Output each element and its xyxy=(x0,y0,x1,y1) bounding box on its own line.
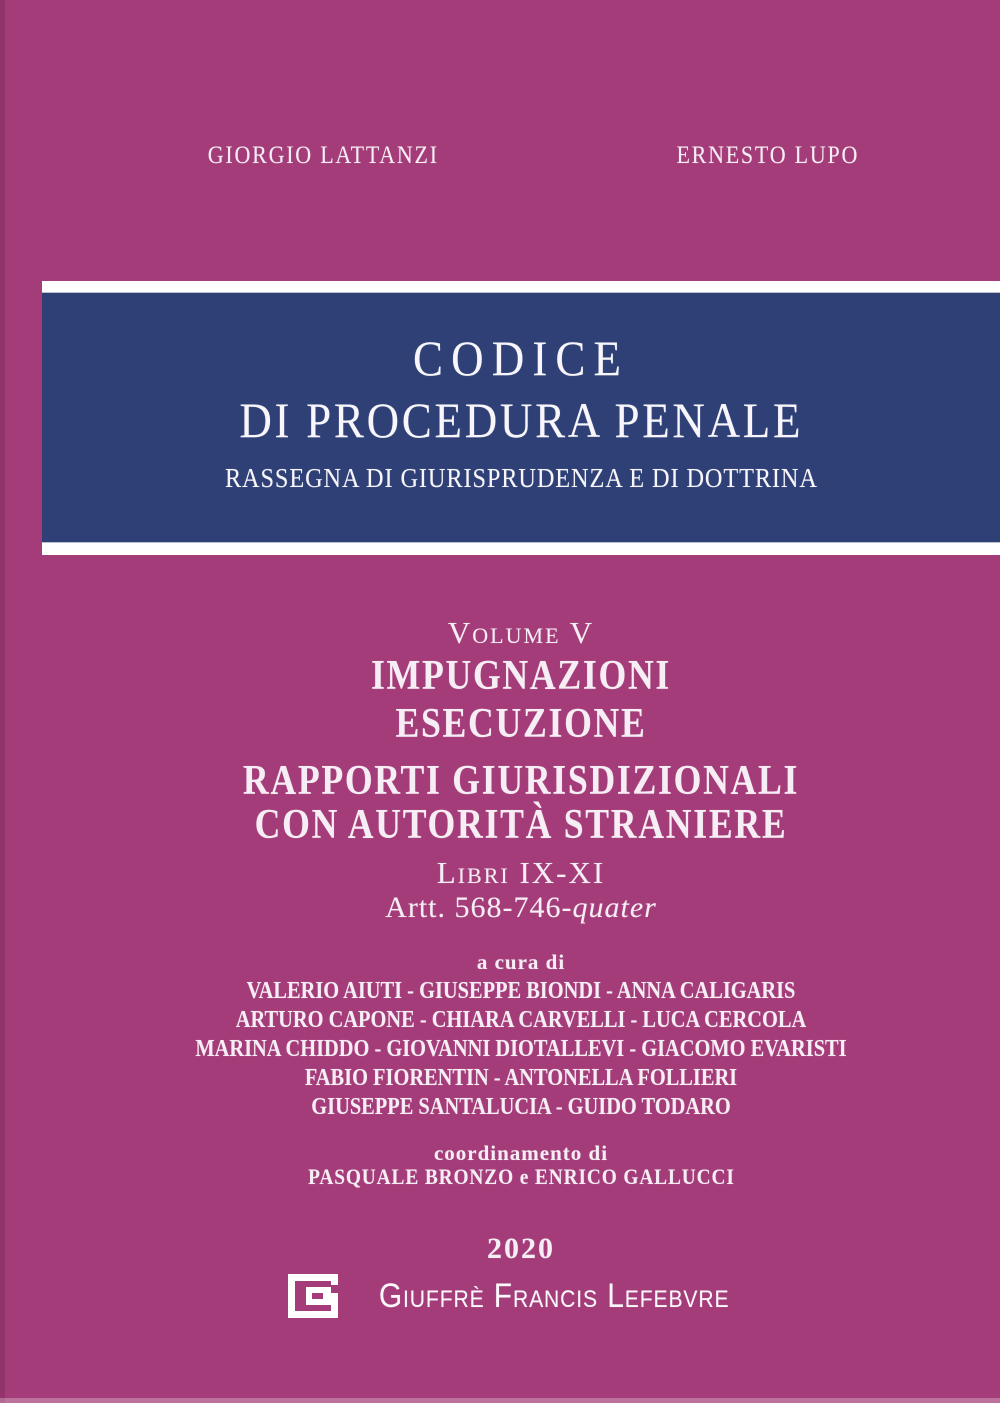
author-name-right: ERNESTO LUPO xyxy=(676,142,860,169)
banner-bottom-stripe xyxy=(42,542,1000,555)
publisher-row xyxy=(42,1274,1000,1318)
publisher-name: Giuffrè Francis Lefebvre xyxy=(379,1276,730,1315)
articles-suffix-italic: quater xyxy=(572,891,657,924)
publisher-squared-g-logo-icon xyxy=(288,1274,338,1318)
edited-by-heading: a cura di xyxy=(476,950,566,974)
articles-range xyxy=(42,891,1000,925)
book-title-line2: DI PROCEDURA PENALE xyxy=(239,392,803,448)
editors-line: MARINA CHIDDO - GIOVANNI DIOTALLEVI - GIACOMO EVARISTI xyxy=(195,1036,847,1062)
book-title-line1: CODICE xyxy=(412,330,630,386)
coordination-heading: coordinamento di xyxy=(433,1141,609,1165)
subject-esecuzione: ESECUZIONE xyxy=(395,701,647,747)
publication-year: 2020 xyxy=(487,1232,555,1265)
authors-row xyxy=(42,142,1000,170)
book-subtitle: RASSEGNA DI GIURISPRUDENZA E DI DOTTRINA xyxy=(224,463,818,493)
cover-content xyxy=(42,0,1000,1403)
banner-panel xyxy=(42,293,1000,542)
editors-line: FABIO FIORENTIN - ANTONELLA FOLLIERI xyxy=(304,1065,738,1091)
subject-con-autorita-straniere: CON AUTORITÀ STRANIERE xyxy=(254,802,788,848)
coordination-names-text: PASQUALE BRONZO e ENRICO GALLUCCI xyxy=(307,1164,735,1189)
coordination-names xyxy=(42,1164,1000,1190)
editors-line: GIUSEPPE SANTALUCIA - GUIDO TODARO xyxy=(311,1094,731,1120)
title-banner xyxy=(42,281,1000,555)
banner-top-stripe xyxy=(42,281,1000,293)
author-name-left: GIORGIO LATTANZI xyxy=(207,142,439,169)
subject-rapporti-giurisdizionali: RAPPORTI GIURISDIZIONALI xyxy=(242,758,800,804)
books-range: Libri IX-XI xyxy=(436,855,606,890)
articles-prefix: Artt. 568-746- xyxy=(385,891,573,924)
editors-line: VALERIO AIUTI - GIUSEPPE BIONDI - ANNA CALIGARIS xyxy=(246,978,796,1004)
subject-impugnazioni: IMPUGNAZIONI xyxy=(370,653,672,699)
editors-line: ARTURO CAPONE - CHIARA CARVELLI - LUCA CERCOLA xyxy=(235,1007,807,1033)
editors-list xyxy=(42,977,1000,1122)
volume-label: Volume V xyxy=(447,615,595,650)
